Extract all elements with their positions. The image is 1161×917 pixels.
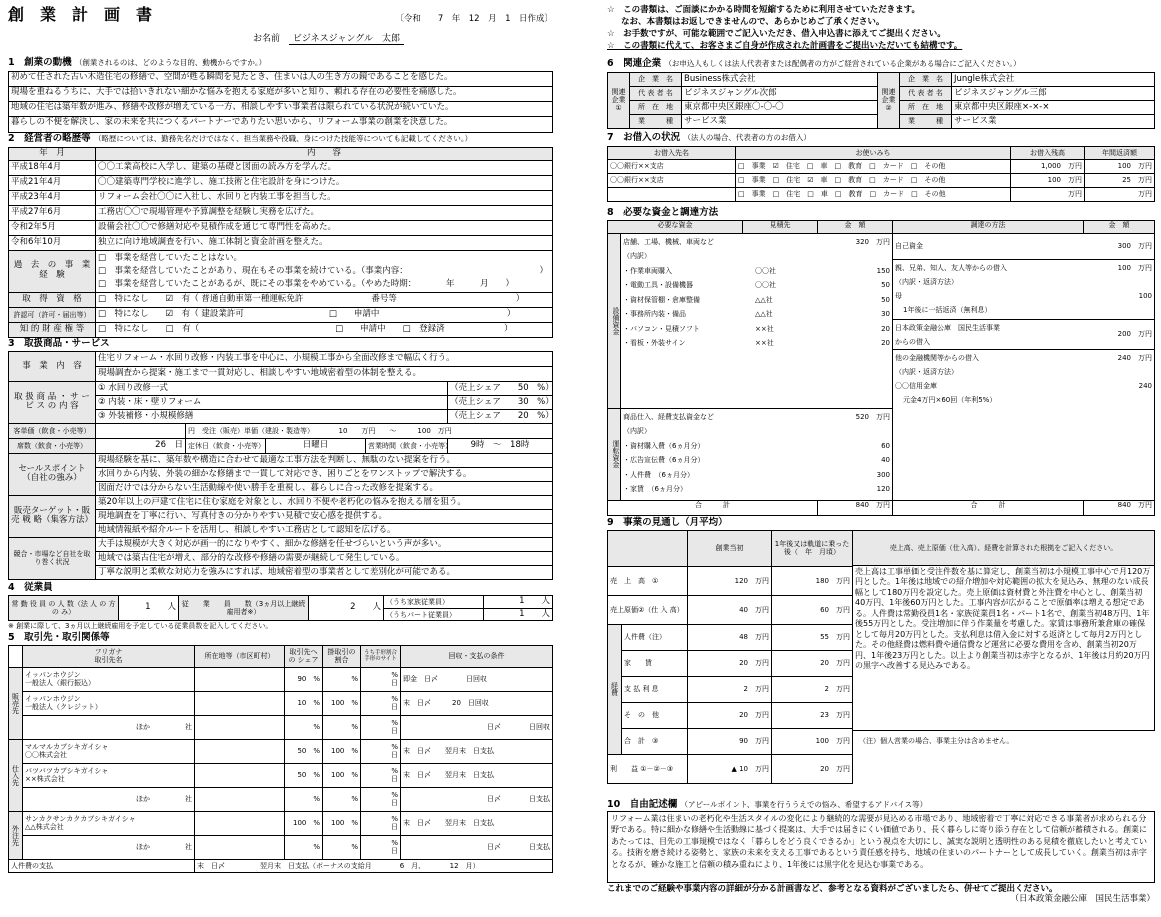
source-name[interactable]: 親、兄弟、知人、友人等からの借入 [895, 263, 1007, 272]
selling-point-line[interactable]: 現場経験を基に、築年数や構造に合わせて最適な工事方法を判断し、無駄のない提案を行う。 [96, 453, 553, 467]
bill-header: うち手形割合 手形のサイト [361, 645, 401, 667]
motive-line[interactable]: 暮らしの不便を解決し、家の未来を共につくるパートナーでありたい思いから、リフォーム事業の創業を決意した。 [11, 116, 453, 127]
section-free [607, 800, 1155, 904]
unit-price-label: 客単価（飲食・小売等） [9, 423, 96, 438]
notice-line: ☆ この書類に代えて、お客さまご自身が作成された計画書をご提出いただいても結構です。 [607, 41, 963, 51]
section-note: （お申込人もしくは法人代表者または配偶者の方がご経営されている企業がある場合にご記入ください。） [664, 59, 1021, 68]
selling-point-line[interactable]: 図面だけでは分からない生活動線や使い勝手を重視し、暮らしに合った改修を提案する。 [96, 481, 553, 495]
target-line[interactable]: 現地調査を丁寧に行い、写真付きの分かりやすい見積で安心感を提供する。 [96, 509, 553, 523]
payroll-label: 人件費の支払 [9, 859, 195, 872]
creation-date: 〔令和 7 年 12 月 1 日作成〕 [395, 13, 553, 24]
related-field-label: 企 業 名 [900, 72, 952, 86]
partner-credit[interactable]: 100 % [323, 739, 361, 763]
partner-credit[interactable]: % [323, 667, 361, 691]
motive-line[interactable]: 地域の住宅は築年数が進み、修繕や改修が増えている一方、相談しやすい事業者は限られている状況が続いていた。 [9, 102, 552, 117]
equipment-item[interactable]: ・パソコン・見積ソフト [623, 324, 700, 333]
sales-label: 販売先 [9, 667, 23, 739]
source-detail: からの借入 [895, 337, 930, 346]
competition-line[interactable]: 地域では築古住宅が増え、部分的な改修や修繕の需要が継続して発生している。 [96, 551, 553, 565]
family-count[interactable]: 1 人 [484, 595, 553, 608]
section-partners: 5 取引先・取引関係等 フリガナ 取引先名 所在地等（市区町村） 取引先への シェア 掛取引の 割合 うち手形割合 手形のサイト 回収・支払の条件 販売先 イッパンホウジン 一般法人（銀行振込） 90 % % % 日 即金 日〆 日回収 イッパンホウジン 一般法人（クレジット） 10 % 100 % % 日 末 日〆 20 日回収 ほか 社 % % % 日 日〆 日回収 仕入先 マルマルカブシキガイシャ 〇〇株式会社 50 % 100 % % 日 末 日〆 翌月末 日支払 バツバツカブシキガイシャ ××株式会社 50 % 100 % % 日 末 日〆 翌月末 日支払 ほか 社 % % % 日 日〆 日支払 外注先 サンカクサンカクカブシキガイシャ △△株式会社 100 % 100 % % 日 末 日〆 翌月末 日支払 ほか 社 % % % 日 日〆 日支払 人件費の支払 末 日〆 翌月末 日支払（ボーナスの支給月 6 月、 12 月） [8, 633, 553, 873]
partner-terms[interactable]: 末 日〆 翌月末 日支払 [401, 739, 553, 763]
section-note: （アピールポイント、事業を行ううえでの悩み、希望するアドバイス等） [680, 800, 928, 809]
section-title: 10 自由記述欄 [607, 799, 678, 810]
free-text[interactable]: リフォーム業は住まいの老朽化や生活スタイルの変化により継続的な需要が見込める市場であり、地域密着で丁寧に対応できる事業者が求められる分野である。特に細かな修繕や生活動線に基づく提案は、大手では届きにくい価値であり、長く暮らしに寄り添う存在として信頼が蓄積される。創業にあたっては、目先の工事規模ではなく「暮らしをどう良くできるか」という視点を大切にし、誠実な説明と透明性のある見積を徹底したいと考えている。技術を磨き続ける姿勢と、家族の未来を支える工事であるという責任感を持ち、地域の住まいのパートナーとして成長していく。創業当初は赤字となるが、確かな施工と信頼の積み重ねにより、1年後には黒字化を見込む事業である。 [607, 811, 1155, 883]
initial-value[interactable]: 48 万円 [688, 624, 772, 650]
operating-total[interactable]: 520 万円 [855, 412, 890, 421]
section-title: 9 事業の見通し（月平均） [607, 517, 728, 528]
source-amount[interactable]: 200 万円 [1117, 330, 1152, 339]
biz-line[interactable]: 現場調査から提案・施工まで一貫対応し、相談しやすい地域密着型の体制を整える。 [96, 366, 553, 381]
section-title: 5 取引先・取引関係等 [8, 632, 110, 643]
needs-total-label: 合 計 [608, 501, 818, 515]
expense-label: 経費 [608, 624, 622, 754]
basis-text[interactable]: 売上高は工事単価と受注件数を基に算定し、創業当初は小規模工事中心で月120万円とした。1年後は地域での紹介増加や対応範囲の拡大を見込み、無理のない成長幅として180万円を設定した。売上原価は資材費と外注費を中心とし、創業当初40万円、1年後60万円とした。工事内容が広がることで原価率は増える想定である。人件費は常勤役員1名・家族従業員1名・パート1名で、創業当初48万円、1年後55万円とした。受注増加に伴う作業量を考慮した。家賃は事務所兼倉庫の確保として毎月20万円とした。支払利息は借入金に対する返済として毎月2万円とした。その他経費は燃料費や通信費など運営に必要な費用を含め、創業当初20万円、1年後23万円とした。以上より創業当初は赤字となるが、1年後は月約20万円の黒字へ改善する見込みである。 [853, 566, 1155, 731]
lender-name[interactable]: 〇〇銀行××支店 [608, 159, 736, 173]
equipment-head: 店舗、工場、機械、車両など [623, 237, 714, 246]
product-name[interactable]: 内装・床・壁リフォーム [108, 396, 202, 407]
biz-line[interactable]: 住宅リフォーム・水回り改修・内装工事を中心に、小規模工事から全面改修まで幅広く行う。 [96, 351, 553, 366]
partner-share[interactable]: % [285, 835, 323, 859]
lender-name[interactable]: 〇〇銀行××支店 [608, 173, 736, 187]
partner-share[interactable]: % [285, 787, 323, 811]
equipment-sub: （内訳） [623, 252, 651, 261]
loan-purpose[interactable]: □ 事業 ☑ 住宅 □ 車 □ 教育 □ カード □ その他 [736, 159, 1011, 173]
career-year[interactable]: 令和6年10月 [9, 235, 96, 250]
initial-value[interactable]: 2 万円 [688, 676, 772, 702]
competition-line[interactable]: 大手は規模が大きく対応が画一的になりやすく、細かな修繕を任せづらいという声が多い。 [96, 537, 553, 551]
hours-label: 営業時間（飲食・小売等） [366, 438, 448, 453]
future-value[interactable]: 23 万円 [772, 702, 853, 728]
target-line[interactable]: 地域情報紙や紹介ルートを活用し、相談しやすい工務店として認知を広げる。 [96, 523, 553, 537]
partner-kana[interactable]: イッパンホウジン [25, 671, 81, 680]
quote-header: 見積先 [743, 221, 818, 233]
partner-name[interactable]: △△株式会社 [25, 823, 64, 832]
equipment-quote[interactable]: 〇〇社 [755, 281, 776, 290]
permit-label: 許認可（許可・届出等） [9, 307, 96, 322]
section-title: 4 従業員 [8, 582, 53, 593]
career-content[interactable]: 設備会社〇〇で修繕対応や見積作成を通じて専門性を高めた。 [96, 220, 553, 235]
hours-value[interactable]: 9時 〜 18時 [448, 438, 553, 453]
partner-other[interactable]: ほか 社 [23, 787, 195, 811]
section-note: （創業されるのは、どのような目的、動機からですか。） [74, 58, 267, 67]
motive-line[interactable]: 現場を重ねるうちに、大手では拾いきれない細かな悩みを抱える家庭が多いと知り、頼れる存在の必要性を痛感した。 [9, 87, 552, 102]
product-share[interactable]: （売上シェア 30 %） [448, 395, 553, 409]
qualification-field[interactable]: □ 特になし ☑ 有（ 普通自動車第一種運転免許 番号等 ） [96, 292, 553, 307]
source-detail[interactable]: 〇〇信用金庫 [895, 381, 937, 390]
permit-field[interactable]: □ 特になし ☑ 有（ 建設業許可 □ 申請中 ） [96, 307, 553, 322]
related-1-rep[interactable]: ビジネスジャングル次郎 [682, 86, 878, 100]
ip-field[interactable]: □ 特になし □ 有（ □ 申請中 □ 登録済 ） [96, 322, 553, 337]
operating-label: 運転資金 [608, 409, 621, 500]
needs-header: 必要な資金 [608, 221, 743, 233]
equipment-amount[interactable]: 50 [881, 281, 890, 290]
biz-label: 事 業 内 容 [9, 351, 96, 381]
future-value[interactable]: 60 万円 [772, 595, 853, 624]
selling-point-label: セールスポイント（自社の強み） [9, 453, 96, 495]
equipment-quote[interactable]: △△社 [755, 310, 773, 319]
seat-label: 席数（飲食・小売等） [9, 438, 96, 453]
source-detail[interactable]: 1年後に一括返済（無利息） [903, 305, 992, 314]
source-amount-header: 金 額 [1108, 220, 1130, 229]
partner-name[interactable]: ××株式会社 [25, 775, 65, 784]
source-header: 調達の方法 [893, 221, 1084, 233]
balance-header: お借入残高 [1011, 146, 1085, 159]
partner-name[interactable]: 〇〇株式会社 [25, 751, 67, 760]
share-header: 取引先への シェア [285, 645, 323, 667]
seat-value[interactable]: 26 日 [96, 438, 186, 453]
purpose-header: お使いみち [736, 146, 1011, 159]
initial-value[interactable]: ▲ 10 万円 [688, 754, 772, 783]
source-detail: （内訳・返済方法） [895, 277, 958, 286]
equipment-amount[interactable]: 20 [881, 339, 890, 348]
related-field-label: 業 種 [900, 114, 952, 128]
lender-header: お借入先名 [608, 146, 736, 159]
section-related [607, 59, 1155, 129]
section-outlook [607, 518, 1155, 784]
future-value[interactable]: 20 万円 [772, 650, 853, 676]
source-detail-amount[interactable]: 240 [1138, 381, 1152, 390]
equipment-amount[interactable]: 30 [881, 310, 890, 319]
outlook-footnote: （注）個人営業の場合、事業主分は含めません。 [859, 736, 1014, 745]
related-field-label: 代 表 者 名 [900, 86, 952, 100]
initial-value[interactable]: 90 万円 [688, 728, 772, 754]
part-label: （うちパート従業員） [384, 608, 484, 621]
section-funds [607, 208, 1155, 516]
equipment-amount[interactable]: 20 [881, 324, 890, 333]
future-value[interactable]: 180 万円 [772, 566, 853, 595]
future-value[interactable]: 20 万円 [772, 754, 853, 783]
payroll-terms[interactable]: 末 日〆 翌月末 日支払（ボーナスの支給月 6 月、 12 月） [195, 859, 553, 872]
supplier-label: 仕入先 [9, 739, 23, 811]
career-content[interactable]: 〇〇建築専門学校に進学し、施工技術と住宅設計を身につけた。 [96, 175, 553, 190]
loan-purpose[interactable]: □ 事業 □ 住宅 ☑ 車 □ 教育 □ カード □ その他 [736, 173, 1011, 187]
operating-item[interactable]: ・家賃 （6ヵ月分） [623, 485, 687, 494]
related-field-label: 代 表 者 名 [630, 86, 682, 100]
notice-block [607, 4, 1155, 52]
product-share[interactable]: （売上シェア 50 %） [448, 381, 553, 395]
terms-header: 回収・支払の条件 [401, 645, 553, 667]
partner-credit[interactable]: 100 % [323, 811, 361, 835]
partner-credit[interactable]: 100 % [323, 691, 361, 715]
equipment-label: 設備資金 [608, 234, 621, 408]
partner-terms[interactable]: 日〆 日回収 [401, 715, 553, 739]
career-year[interactable]: 平成27年6月 [9, 205, 96, 220]
equipment-quote[interactable]: ××社 [755, 339, 774, 348]
operating-amount[interactable]: 40 [881, 456, 890, 465]
holiday-label: 定休日（飲食・小売等） [186, 438, 266, 453]
operating-sub: （内訳） [623, 427, 651, 436]
partner-credit[interactable]: % [323, 835, 361, 859]
related-company-1-label: 関連企業① [608, 72, 630, 128]
applicant-name[interactable]: ビジネスジャングル 太郎 [289, 34, 404, 45]
location-header: 所在地等（市区町村） [195, 645, 285, 667]
partner-share[interactable]: 100 % [285, 811, 323, 835]
section-employees [8, 583, 553, 631]
competition-label: 競合・市場など自社を取り巻く状況 [9, 537, 96, 579]
partner-credit[interactable]: 100 % [323, 763, 361, 787]
holiday-value[interactable]: 日曜日 [266, 438, 366, 453]
operating-item[interactable]: ・資材購入費（6ヵ月分） [623, 441, 705, 450]
career-content[interactable]: 独立に向け地域調査を行い、施工体制と資金計画を整えた。 [96, 235, 553, 250]
equipment-quote[interactable]: △△社 [755, 295, 773, 304]
lender-name[interactable] [608, 187, 736, 201]
future-header: 1年後又は軌道に乗った後（ 年 月頃） [772, 530, 853, 566]
operating-head: 商品仕入、経費支払資金など [623, 412, 714, 421]
footer-note: これまでのご経験や事業内容の詳細が分かる計画書など、参考となる資料がございましたら、併せてご提出ください。 [607, 883, 1058, 894]
source-amount[interactable]: 100 万円 [1117, 263, 1152, 272]
loan-balance[interactable]: 1,000 万円 [1011, 159, 1085, 173]
career-year[interactable]: 令和2年5月 [9, 220, 96, 235]
related-1-name[interactable]: Business株式会社 [682, 72, 878, 86]
year-header: 年 月 [9, 147, 96, 160]
employee-note: ※ 創業に際して、3ヵ月以上継続雇用を予定している従業員数を記入してください。 [8, 622, 273, 631]
partner-share[interactable]: % [285, 715, 323, 739]
operating-item[interactable]: ・人件費 （6ヵ月分） [623, 470, 694, 479]
partner-other[interactable]: ほか 社 [23, 715, 195, 739]
source-total-label: 合 計 [893, 501, 1084, 515]
equipment-quote[interactable]: ××社 [755, 324, 774, 333]
source-detail: （内訳・返済方法） [895, 367, 958, 376]
career-year[interactable]: 平成18年4月 [9, 160, 96, 175]
notice-line: ☆ お手数ですが、可能な範囲でご記入いただき、借入申込書に添えてご提出ください。 [607, 29, 946, 39]
career-content[interactable]: リフォーム会社〇〇に入社し、水回りと内装工事を担当した。 [96, 190, 553, 205]
equipment-item[interactable]: ・作業車両購入 [623, 266, 672, 275]
section-title: 7 お借入の状況 [607, 132, 681, 143]
loan-repay[interactable]: 100 万円 [1085, 159, 1155, 173]
loan-balance[interactable]: 100 万円 [1011, 173, 1085, 187]
ip-label: 知 的 財 産 権 等 [9, 322, 96, 337]
employee-count-label: 従 業 員 数（3ヵ月以上継続雇用者※） [179, 595, 309, 621]
page-title: 創 業 計 画 書 [8, 5, 153, 24]
past-business-label: 過 去 の 事 業 経 験 [9, 250, 96, 292]
related-field-label: 所 在 地 [900, 100, 952, 114]
product-name[interactable]: 外装補修・小規模修繕 [108, 410, 194, 421]
loan-repay[interactable]: 万円 [1085, 187, 1155, 201]
partner-other[interactable]: ほか 社 [23, 835, 195, 859]
initial-value[interactable]: 120 万円 [688, 566, 772, 595]
initial-value[interactable]: 20 万円 [688, 702, 772, 728]
loan-balance[interactable]: 万円 [1011, 187, 1085, 201]
equipment-total[interactable]: 320 万円 [855, 237, 890, 246]
product-number: ② [98, 396, 106, 407]
section-note: （法人の場合、代表者の方のお借入） [683, 133, 811, 142]
section-products [8, 339, 553, 580]
partner-share[interactable]: 50 % [285, 739, 323, 763]
outlook-label: 家 賃 [622, 650, 688, 676]
outlook-label: 売 上 高 ① [608, 566, 688, 595]
footer-issuer: （日本政策金融公庫 国民生活事業） [1010, 893, 1155, 904]
qualification-label: 取 得 資 格 [9, 292, 96, 307]
related-company-2-label: 関連企業② [878, 72, 900, 128]
employee-count[interactable]: 2 人 [309, 595, 384, 621]
initial-value[interactable]: 20 万円 [688, 650, 772, 676]
outlook-label: 人件費（注） [622, 624, 688, 650]
partner-credit[interactable]: % [323, 715, 361, 739]
outlook-label: 合 計 ③ [622, 728, 688, 754]
initial-value[interactable]: 40 万円 [688, 595, 772, 624]
section-title: 1 創業の動機 [8, 57, 72, 68]
loan-purpose[interactable]: □ 事業 □ 住宅 □ 車 □ 教育 □ カード □ その他 [736, 187, 1011, 201]
target-line[interactable]: 築20年以上の戸建て住宅に住む家庭を対象とし、水回り不便や老朽化の悩みを抱える層を狙う。 [96, 495, 553, 509]
name-label: お名前 [253, 34, 281, 45]
notice-line: ☆ この書類は、ご面談にかかる時間を短縮するために利用させていただきます。 [607, 5, 920, 15]
basis-header: 売上高、売上原価（仕入高）、経費を計算された根拠をご記入ください。 [853, 530, 1155, 566]
partner-terms[interactable]: 日〆 日支払 [401, 787, 553, 811]
outlook-label: 売上原価②（仕 入 高） [608, 595, 688, 624]
past-option[interactable]: □ 事業を経営していたことがあるが、既にその事業をやめている。（やめた時期： 年 月 ） [98, 278, 515, 289]
equipment-amount[interactable]: 50 [881, 295, 890, 304]
amount-header: 金 額 [844, 220, 866, 229]
order-price-range[interactable]: 円 受注（販売）単価（建設・製造等） 10 万円 〜 100 万円 [186, 423, 553, 438]
section-title: 6 関連企業 [607, 58, 662, 69]
related-field-label: 所 在 地 [630, 100, 682, 114]
section-loans [607, 133, 1155, 202]
source-detail[interactable]: 元金4万円×60回（年利5%） [903, 395, 997, 404]
source-amount[interactable]: 240 万円 [1117, 353, 1152, 362]
part-count[interactable]: 1 人 [484, 608, 553, 621]
equipment-quote[interactable]: 〇〇社 [755, 266, 776, 275]
partner-credit[interactable]: % [323, 787, 361, 811]
related-1-industry[interactable]: サービス業 [682, 114, 878, 128]
future-value[interactable]: 55 万円 [772, 624, 853, 650]
outlook-label: 支 払 利 息 [622, 676, 688, 702]
past-option[interactable]: □ 事業を経営していたことがあり、現在もその事業を続けている。（事業内容： ） [98, 265, 549, 276]
partner-terms[interactable]: 末 日〆 20 日回収 [401, 691, 553, 715]
related-2-name[interactable]: Jungle株式会社 [952, 72, 1155, 86]
future-value[interactable]: 100 万円 [772, 728, 853, 754]
competition-line[interactable]: 丁寧な説明と柔軟な対応力を強みにすれば、地域密着型の事業者として差別化が可能である。 [96, 565, 553, 579]
outsource-label: 外注先 [9, 811, 23, 859]
related-2-address[interactable]: 東京都中央区銀座×-×-× [952, 100, 1155, 114]
equipment-item[interactable]: ・看板・外装サイン [623, 339, 686, 348]
repay-header: 年間返済額 [1085, 146, 1155, 159]
product-number: ① [98, 382, 106, 393]
product-share[interactable]: （売上シェア 20 %） [448, 409, 553, 423]
partner-terms[interactable]: 末 日〆 翌月末 日支払 [401, 763, 553, 787]
partner-name[interactable]: 一般法人（クレジット） [25, 703, 102, 712]
partner-kana[interactable]: イッパンホウジン [25, 695, 81, 704]
section-note: （略歴については、勤務先名だけではなく、担当業務や役職、身につけた技能等についても記載してください。） [93, 134, 473, 143]
partner-name[interactable]: 一般法人（銀行振込） [25, 679, 95, 688]
initial-header: 創業当初 [688, 530, 772, 566]
source-name[interactable]: 自己資金 [895, 242, 923, 251]
kana-header: フリガナ [94, 648, 123, 657]
source-name[interactable]: 他の金融機関等からの借入 [895, 353, 979, 362]
career-content[interactable]: 〇〇工業高校に入学し、建築の基礎と図面の読み方を学んだ。 [96, 160, 553, 175]
partner-header: 取引先名 [94, 656, 123, 665]
partner-kana[interactable]: サンカクサンカクカブシキガイシャ [25, 815, 136, 824]
partner-share[interactable]: 10 % [285, 691, 323, 715]
section-title: 8 必要な資金と調達方法 [607, 207, 719, 218]
related-2-industry[interactable]: サービス業 [952, 114, 1155, 128]
career-year[interactable]: 平成23年4月 [9, 190, 96, 205]
partner-terms[interactable]: 日〆 日支払 [401, 835, 553, 859]
operating-item[interactable]: ・広告宣伝費（6ヵ月分） [623, 456, 705, 465]
equipment-item[interactable]: ・事務所内装・備品 [623, 310, 686, 319]
source-total[interactable]: 840 万円 [1117, 500, 1152, 509]
related-field-label: 企 業 名 [630, 72, 682, 86]
equipment-item[interactable]: ・資材保管棚・倉庫整備 [623, 295, 700, 304]
equipment-item[interactable]: ・電動工具・設備機器 [623, 281, 693, 290]
motive-line[interactable]: 初めて任された古い木造住宅の修繕で、空間が甦る瞬間を見たとき、住まいは人の生き方の鏡であることを感じた。 [9, 72, 552, 87]
needs-total[interactable]: 840 万円 [855, 500, 890, 509]
loan-repay[interactable]: 25 万円 [1085, 173, 1155, 187]
partner-share[interactable]: 90 % [285, 667, 323, 691]
product-name[interactable]: 水回り改修一式 [108, 382, 168, 393]
partner-terms[interactable]: 即金 日〆 日回収 [401, 667, 553, 691]
officer-count-label: 常 勤 役 員 の 人 数（法 人 の 方 の み） [9, 595, 119, 621]
product-number: ③ [98, 410, 106, 421]
officer-count[interactable]: 1 人 [119, 595, 179, 621]
source-detail-amount[interactable]: 100 [1138, 291, 1152, 300]
family-label: （うち家族従業員） [384, 595, 484, 608]
operating-amount[interactable]: 120 [876, 485, 890, 494]
section-motive [8, 58, 553, 133]
related-1-address[interactable]: 東京都中央区銀座〇-〇-〇 [682, 100, 878, 114]
related-field-label: 業 種 [630, 114, 682, 128]
future-value[interactable]: 2 万円 [772, 676, 853, 702]
section-career [8, 134, 553, 338]
career-content[interactable]: 工務店〇〇で現場管理や予算調整を経験し実務を広げた。 [96, 205, 553, 220]
credit-header: 掛取引の 割合 [323, 645, 361, 667]
partner-kana[interactable]: バツバツカブシキガイシャ [25, 767, 109, 776]
partner-terms[interactable]: 末 日〆 翌月末 日支払 [401, 811, 553, 835]
equipment-amount[interactable]: 150 [876, 266, 890, 275]
outlook-label: そ の 他 [622, 702, 688, 728]
content-header: 内 容 [96, 147, 553, 160]
outlook-label: 利 益 ①－②－③ [608, 754, 688, 783]
source-amount[interactable]: 300 万円 [1117, 242, 1152, 251]
selling-point-line[interactable]: 水回りから内装、外装の細かな修繕まで一貫して対応でき、困りごとをワンストップで解決する。 [96, 467, 553, 481]
past-option[interactable]: □ 事業を経営していたことはない。 [98, 252, 243, 263]
notice-line: なお、本書類はお返しできませんので、あらかじめご了承ください。 [621, 17, 885, 27]
partner-kana[interactable]: マルマルカブシキガイシャ [25, 743, 109, 752]
target-label: 販売ターゲット・販 売 戦 略（集客方法） [9, 495, 96, 537]
section-title: 2 経営者の略歴等 [8, 133, 91, 144]
operating-amount[interactable]: 60 [881, 441, 890, 450]
related-2-rep[interactable]: ビジネスジャングル三郎 [952, 86, 1155, 100]
product-label: 取 扱 商 品 ・ サ ー ビ ス の 内 容 [9, 381, 96, 423]
source-name[interactable]: 日本政策金融公庫 国民生活事業 [895, 323, 1000, 332]
partner-share[interactable]: 50 % [285, 763, 323, 787]
career-year[interactable]: 平成21年4月 [9, 175, 96, 190]
operating-amount[interactable]: 300 [876, 470, 890, 479]
source-detail[interactable]: 母 [895, 291, 902, 300]
section-title: 3 取扱商品・サービス [8, 338, 110, 349]
